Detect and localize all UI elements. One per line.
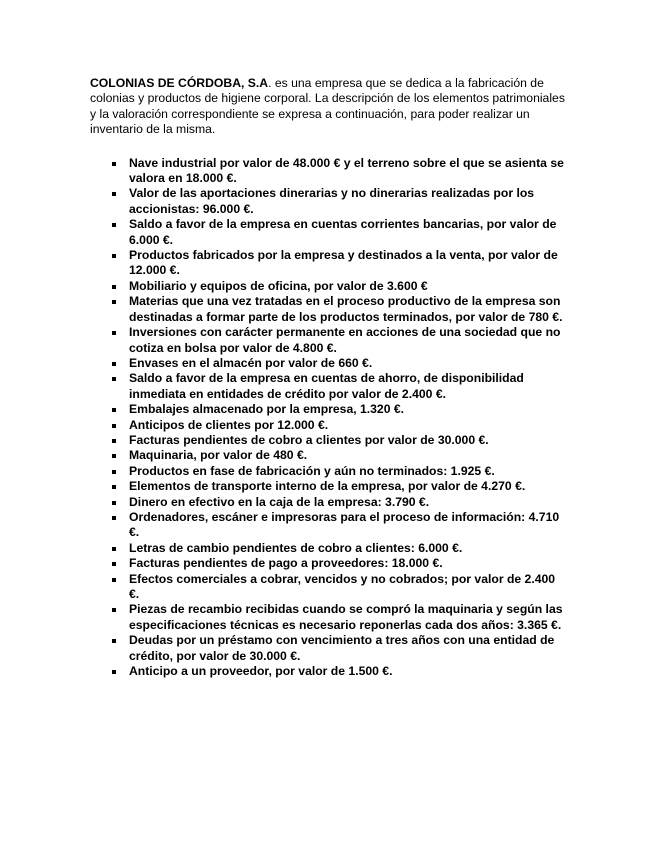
bullet-icon	[112, 501, 116, 505]
intro-paragraph	[90, 76, 568, 138]
list-item: Maquinaria, por valor de 480 €.	[129, 448, 568, 463]
bullet-icon	[112, 377, 116, 381]
company-name: COLONIAS DE CÓRDOBA, S.A	[90, 76, 269, 90]
list-item: Anticipos de clientes por 12.000 €.	[129, 418, 568, 433]
bullet-icon	[112, 454, 116, 458]
list-item: Envases en el almacén por valor de 660 €.	[129, 356, 568, 371]
list-item: Mobiliario y equipos de oficina, por valor de 3.600 €	[129, 279, 568, 294]
list-item: Facturas pendientes de cobro a clientes por valor de 30.000 €.	[129, 433, 568, 448]
bullet-icon	[112, 254, 116, 258]
list-item: Dinero en efectivo en la caja de la empresa: 3.790 €.	[129, 495, 568, 510]
bullet-icon	[112, 485, 116, 489]
bullet-icon	[112, 639, 116, 643]
bullet-icon	[112, 192, 116, 196]
list-item: Facturas pendientes de pago a proveedores: 18.000 €.	[129, 556, 568, 571]
list-item: Letras de cambio pendientes de cobro a clientes: 6.000 €.	[129, 541, 568, 556]
asset-list	[90, 156, 568, 680]
list-item: Materias que una vez tratadas en el proceso productivo de la empresa son destinadas a formar parte de los productos terminados, por valor de 780 €.	[129, 294, 568, 325]
list-item: Valor de las aportaciones dinerarias y no dinerarias realizadas por los accionistas: 96.000 €.	[129, 186, 568, 217]
bullet-icon	[112, 285, 116, 289]
list-item: Ordenadores, escáner e impresoras para el proceso de información: 4.710 €.	[129, 510, 568, 541]
bullet-icon	[112, 439, 116, 443]
bullet-icon	[112, 424, 116, 428]
bullet-icon	[112, 670, 116, 674]
list-item: Saldo a favor de la empresa en cuentas corrientes bancarias, por valor de 6.000 €.	[129, 217, 568, 248]
list-item: Piezas de recambio recibidas cuando se compró la maquinaria y según las especificaciones técnicas es necesario reponerlas cada dos años: 3.365 €.	[129, 602, 568, 633]
list-item: Anticipo a un proveedor, por valor de 1.500 €.	[129, 664, 568, 679]
bullet-icon	[112, 300, 116, 304]
bullet-icon	[112, 162, 116, 166]
list-item: Embalajes almacenado por la empresa, 1.320 €.	[129, 402, 568, 417]
document-page	[90, 76, 568, 679]
intro-text: . es una empresa que se dedica a la fabricación de colonias y productos de higiene corporal. La descripción de los elementos patrimoniales y la valoración correspondiente se expresa a continuación, para poder realizar un inventario de la misma.	[90, 76, 565, 137]
list-item: Efectos comerciales a cobrar, vencidos y no cobrados; por valor de 2.400 €.	[129, 572, 568, 603]
list-item: Saldo a favor de la empresa en cuentas de ahorro, de disponibilidad inmediata en entidades de crédito por valor de 2.400 €.	[129, 371, 568, 402]
bullet-icon	[112, 331, 116, 335]
bullet-icon	[112, 223, 116, 227]
bullet-icon	[112, 578, 116, 582]
bullet-icon	[112, 362, 116, 366]
bullet-icon	[112, 516, 116, 520]
bullet-icon	[112, 408, 116, 412]
list-item: Deudas por un préstamo con vencimiento a tres años con una entidad de crédito, por valor de 30.000 €.	[129, 633, 568, 664]
bullet-icon	[112, 470, 116, 474]
list-item: Elementos de transporte interno de la empresa, por valor de 4.270 €.	[129, 479, 568, 494]
list-item: Nave industrial por valor de 48.000 € y el terreno sobre el que se asienta se valora en 18.000 €.	[129, 156, 568, 187]
list-item: Inversiones con carácter permanente en acciones de una sociedad que no cotiza en bolsa por valor de 4.800 €.	[129, 325, 568, 356]
list-item: Productos fabricados por la empresa y destinados a la venta, por valor de 12.000 €.	[129, 248, 568, 279]
list-item: Productos en fase de fabricación y aún no terminados: 1.925 €.	[129, 464, 568, 479]
bullet-icon	[112, 547, 116, 551]
bullet-icon	[112, 608, 116, 612]
bullet-icon	[112, 562, 116, 566]
